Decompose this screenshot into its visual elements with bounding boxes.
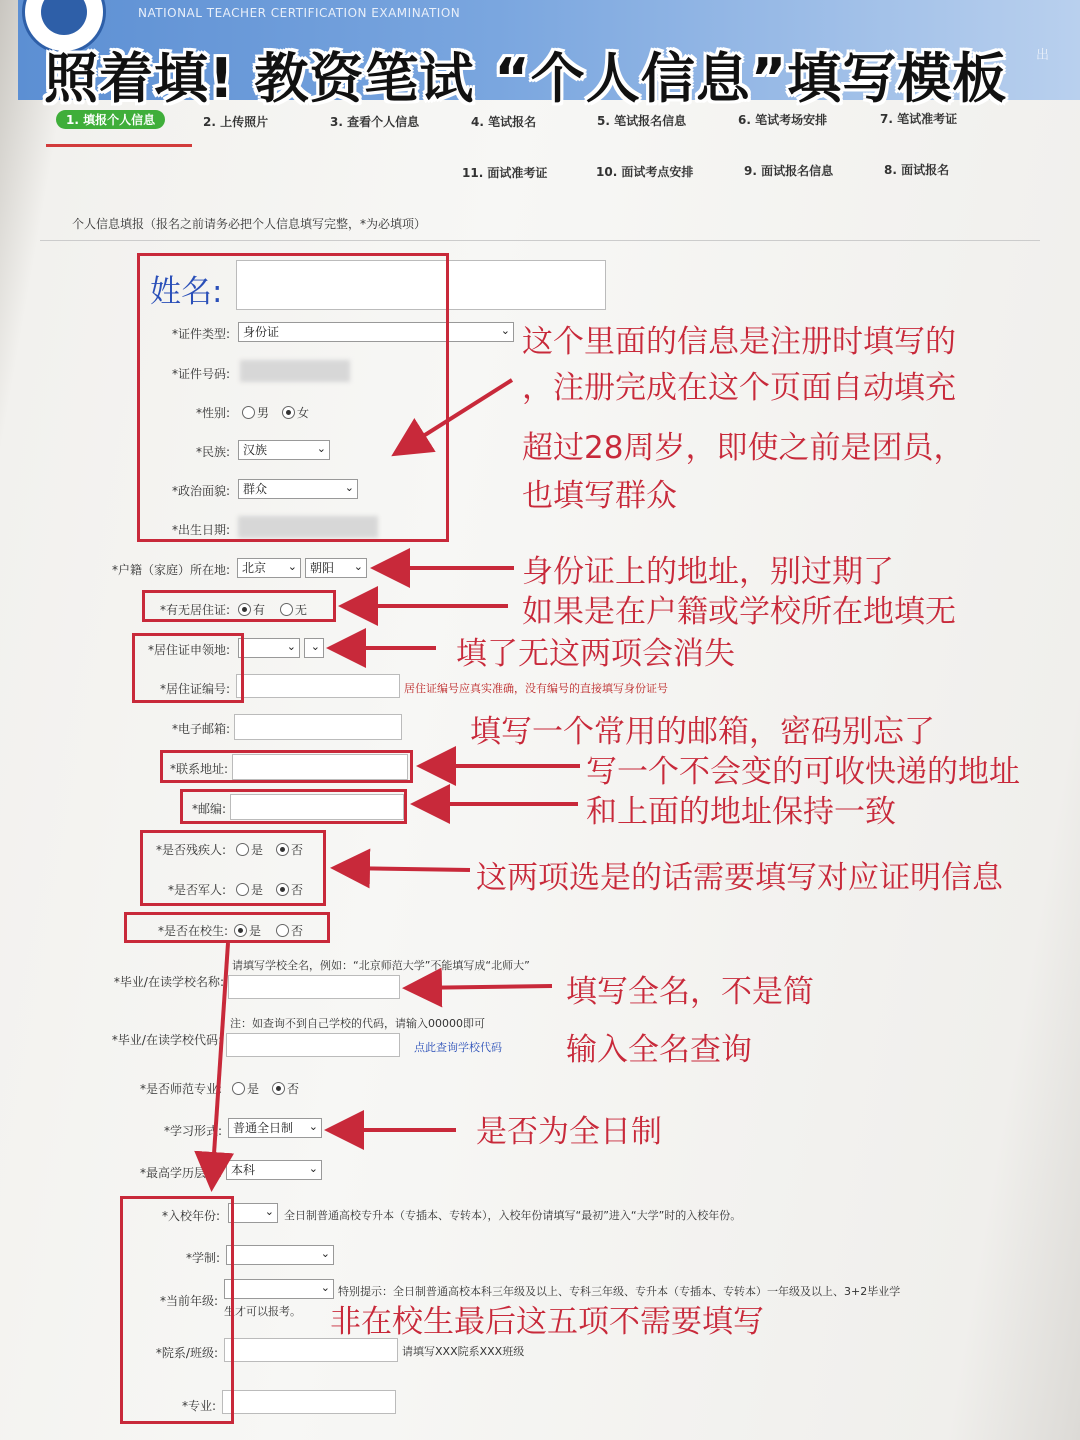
gender-female-text: 女 bbox=[297, 406, 310, 420]
grade-label: *当前年级: bbox=[159, 1294, 218, 1308]
chevron-down-icon: ⌄ bbox=[287, 560, 297, 573]
annotation-disappear: 填了无这两项会消失 bbox=[456, 636, 735, 672]
annotation-postcode: 和上面的地址保持一致 bbox=[586, 794, 896, 830]
annotation-auto-fill-2: ，注册完成在这个页面自动填充 bbox=[522, 370, 956, 406]
grade-hint: 特别提示：全日制普通高校本科三年级及以上、专科三年级、专升本（专插本、专转本）一年级及以上、3+2毕业学 bbox=[338, 1285, 901, 1298]
chevron-down-icon: ⌄ bbox=[353, 560, 363, 573]
chevron-down-icon: ⌄ bbox=[320, 1247, 330, 1260]
permit-place-label: *居住证申领地: bbox=[147, 643, 230, 657]
disabled-no-text: 否 bbox=[291, 843, 304, 857]
id-number-label: *证件号码: bbox=[171, 367, 230, 381]
chevron-down-icon: ⌄ bbox=[310, 640, 320, 653]
annotation-email: 填写一个常用的邮箱，密码别忘了 bbox=[470, 714, 935, 750]
military-yes-text: 是 bbox=[251, 883, 264, 897]
residence-permit-label: *有无居住证: bbox=[159, 603, 230, 617]
address-label: *联系地址: bbox=[169, 762, 228, 776]
header-subtitle: NATIONAL TEACHER CERTIFICATION EXAMINATION bbox=[138, 6, 461, 20]
annotation-id-address: 身份证上的地址，别过期了 bbox=[522, 554, 894, 590]
hukou-district-value: 朝阳 bbox=[310, 561, 335, 575]
header-side-text: 出 bbox=[1036, 48, 1050, 63]
chevron-down-icon: ⌄ bbox=[316, 442, 326, 455]
arrow-student-down bbox=[212, 943, 228, 1184]
chevron-down-icon: ⌄ bbox=[500, 324, 510, 337]
tab-step-2[interactable]: 2. 上传照片 bbox=[203, 115, 269, 129]
grade-hint-2: 生才可以报考。 bbox=[224, 1305, 301, 1318]
class-label: *院系/班级: bbox=[155, 1346, 218, 1360]
ethnic-value: 汉族 bbox=[243, 443, 268, 457]
annotation-address: 写一个不会变的可收快递的地址 bbox=[586, 754, 1020, 790]
tab-step-1[interactable]: 1. 填报个人信息 bbox=[56, 110, 165, 129]
political-label: *政治面貌: bbox=[171, 484, 230, 498]
chevron-down-icon: ⌄ bbox=[320, 1281, 330, 1294]
duration-label: *学制: bbox=[185, 1251, 220, 1265]
tab-step-7[interactable]: 7. 笔试准考证 bbox=[880, 112, 958, 126]
degree-value: 本科 bbox=[231, 1163, 256, 1177]
annotation-auto-fill-1: 这个里面的信息是注册时填写的 bbox=[522, 324, 956, 360]
tab-step-9[interactable]: 9. 面试报名信息 bbox=[744, 164, 834, 178]
annotation-query: 输入全名查询 bbox=[566, 1032, 752, 1068]
student-yes-text: 是 bbox=[249, 924, 262, 938]
annotation-proof: 这两项选是的话需要填写对应证明信息 bbox=[476, 860, 1003, 896]
permit-no-text: 无 bbox=[295, 603, 308, 617]
annotation-fulltime: 是否为全日制 bbox=[476, 1114, 662, 1150]
military-no-text: 否 bbox=[291, 883, 304, 897]
annotation-age-note-1: 超过28周岁，即使之前是团员， bbox=[522, 430, 965, 466]
political-value: 群众 bbox=[243, 482, 268, 496]
chevron-down-icon: ⌄ bbox=[308, 1120, 318, 1133]
email-label: *电子邮箱: bbox=[171, 722, 230, 736]
tab-step-3[interactable]: 3. 查看个人信息 bbox=[330, 115, 420, 129]
normal-major-label: *是否师范专业: bbox=[139, 1082, 222, 1096]
id-type-value: 身份证 bbox=[243, 325, 280, 339]
school-name-label: *毕业/在读学校名称: bbox=[113, 975, 224, 989]
gender-label: *性别: bbox=[195, 406, 230, 420]
annotation-age-note-2: 也填写群众 bbox=[522, 478, 677, 514]
enroll-year-label: *入校年份: bbox=[161, 1209, 220, 1223]
tab-step-6[interactable]: 6. 笔试考场安排 bbox=[738, 113, 828, 127]
tab-step-4[interactable]: 4. 笔试报名 bbox=[471, 115, 537, 129]
study-form-label: *学习形式: bbox=[163, 1124, 222, 1138]
degree-label: *最高学历层次: bbox=[139, 1166, 222, 1180]
school-code-label: *毕业/在读学校代码: bbox=[111, 1033, 222, 1047]
student-label: *是否在校生: bbox=[157, 924, 228, 938]
annotation-non-student: 非在校生最后这五项不需要填写 bbox=[330, 1304, 764, 1340]
form-intro: 个人信息填报（报名之前请务必把个人信息填写完整，*为必填项） bbox=[72, 217, 427, 231]
postcode-label: *邮编: bbox=[191, 802, 226, 816]
disabled-label: *是否残疾人: bbox=[155, 843, 226, 857]
student-no-text: 否 bbox=[291, 924, 304, 938]
hukou-province-value: 北京 bbox=[242, 561, 267, 575]
normal-no-text: 否 bbox=[287, 1082, 300, 1096]
chevron-down-icon: ⌄ bbox=[264, 1205, 274, 1218]
main-title: 照着填! 教资笔试 “个人信息”填写模板 bbox=[44, 47, 1008, 110]
permit-number-label: *居住证编号: bbox=[159, 682, 230, 696]
birth-label: *出生日期: bbox=[171, 523, 230, 537]
disabled-yes-text: 是 bbox=[251, 843, 264, 857]
normal-yes-text: 是 bbox=[247, 1082, 260, 1096]
study-form-value: 普通全日制 bbox=[233, 1121, 294, 1135]
name-label: 姓名: bbox=[150, 274, 223, 310]
school-code-query-link[interactable]: 点此查询学校代码 bbox=[414, 1041, 502, 1054]
chevron-down-icon: ⌄ bbox=[308, 1162, 318, 1175]
tab-step-5[interactable]: 5. 笔试报名信息 bbox=[597, 114, 687, 128]
tab-step-8[interactable]: 8. 面试报名 bbox=[884, 163, 950, 177]
tab-step-11[interactable]: 11. 面试准考证 bbox=[462, 166, 548, 180]
arrow-school-name bbox=[410, 986, 552, 988]
arrow-proof bbox=[338, 868, 470, 870]
tab-step-10[interactable]: 10. 面试考点安排 bbox=[596, 165, 694, 179]
gender-male-text: 男 bbox=[257, 406, 270, 420]
ethnic-label: *民族: bbox=[195, 445, 230, 459]
permit-yes-text: 有 bbox=[253, 603, 266, 617]
id-type-label: *证件类型: bbox=[171, 327, 230, 341]
military-label: *是否军人: bbox=[167, 883, 226, 897]
major-label: *专业: bbox=[181, 1399, 216, 1413]
annotation-fullname: 填写全名，不是简 bbox=[566, 974, 814, 1010]
hukou-label: *户籍（家庭）所在地: bbox=[111, 563, 230, 577]
enroll-year-hint: 全日制普通高校专升本（专插本、专转本），入校年份请填写“最初”进入“大学”时的入校年份。 bbox=[284, 1209, 742, 1222]
school-name-hint: 请填写学校全名，例如：“北京师范大学”不能填写成“北师大” bbox=[232, 959, 530, 972]
arrow-auto-fill bbox=[398, 380, 512, 452]
chevron-down-icon: ⌄ bbox=[344, 481, 354, 494]
permit-number-hint: 居住证编号应真实准确，没有编号的直接填写身份证号 bbox=[404, 682, 668, 695]
chevron-down-icon: ⌄ bbox=[286, 640, 296, 653]
class-hint: 请填写XXX院系XXX班级 bbox=[402, 1345, 525, 1358]
school-code-hint: 注：如查询不到自己学校的代码，请输入00000即可 bbox=[230, 1017, 485, 1030]
annotation-no-permit: 如果是在户籍或学校所在地填无 bbox=[522, 594, 956, 630]
